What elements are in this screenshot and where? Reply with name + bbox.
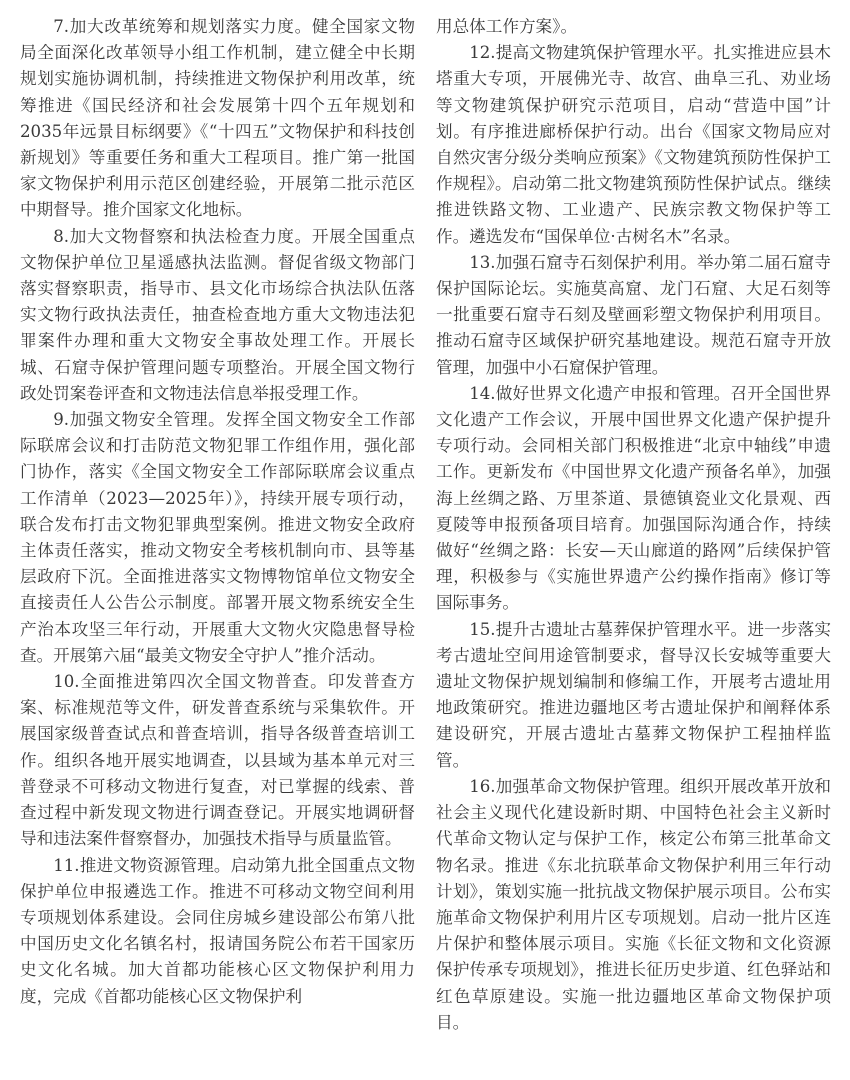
paragraph-11-resource-management: 11.推进文物资源管理。启动第九批全国重点文物保护单位申报遴选工作。推进不可移动文物空间利用专项规划体系建设。会同住房城乡建设部公布第八批中国历史文化名镇名村，报请国务院公布若干国家历史文化名城。加大首都功能核心区文物保护利用力度，完成《首都功能核心区文物保护利 [20,855,415,1006]
paragraph-7-reform-planning: 7.加大改革统筹和规划落实力度。健全国家文物局全面深化改革领导小组工作机制，建立健全中长期规划实施协调机制，持续推进文物保护利用改革，统筹推进《国民经济和社会发展第十四个五年规划和2035年远景目标纲要》《“十四五”文物保护和科技创新规划》等重要任务和重大工程项目。推广第一批国家文物保护利用示范区创建经验，开展第二批示范区中期督导。推介国家文化地标。 [20,17,415,220]
paragraph-10-fourth-census: 10.全面推进第四次全国文物普查。印发普查方案、标准规范等文件，研发普查系统与采集软件。开展国家级普查试点和普查培训，指导各级普查培训工作。组织各地开展实地调查，以县域为基本单元对三普登录不可移动文物进行复查，对已掌握的线索、普查过程中新发现文物进行调查登记。开展实地调研督导和违法案件督察督办，加强技术指导与质量监管。 [20,672,415,849]
paragraph-12-architecture-protection: 12.提高文物建筑保护管理水平。扎实推进应县木塔重大专项，开展佛光寺、故宫、曲阜三孔、劝业场等文物建筑保护研究示范项目，启动“营造中国”计划。有序推进廊桥保护行动。出台《国家文物局应对自然灾害分级分类响应预案》《文物建筑预防性保护工作规程》。启动第二批文物建筑预防性保护试点。继续推进铁路文物、工业遗产、民族宗教文物保护等工作。遴选发布“国保单位·古树名木”名录。 [436,43,831,246]
left-column [20,14,415,1080]
right-column [436,14,831,1080]
paragraph-9-relic-safety: 9.加强文物安全管理。发挥全国文物安全工作部际联席会议和打击防范文物犯罪工作组作用，强化部门协作，落实《全国文物安全工作部际联席会议重点工作清单（2023—2025年）》，持续开展专项行动，联合发布打击文物犯罪典型案例。推进文物安全政府主体责任落实，推动文物安全考核机制向市、县等基层政府下沉。全面推进落实文物博物馆单位文物安全直接责任人公告公示制度。部署开展文物系统安全生产治本攻坚三年行动，开展重大文物火灾隐患督导检查。开展第六届“最美文物安全守护人”推介活动。 [20,410,415,665]
paragraph-15-ancient-sites: 15.提升古遗址古墓葬保护管理水平。进一步落实考古遗址空间用途管制要求，督导汉长安城等重要大遗址文物保护规划编制和修编工作，开展考古遗址用地政策研究。推进边疆地区考古遗址保护和阐释体系建设研究，开展古遗址古墓葬文物保护工程抽样监管。 [436,619,831,770]
paragraph-11-continuation: 用总体工作方案》。 [436,17,578,36]
paragraph-8-supervision-enforcement: 8.加大文物督察和执法检查力度。开展全国重点文物保护单位卫星遥感执法监测。督促省级文物部门落实督察职责，指导市、县文化市场综合执法队伍落实文物行政执法责任，抽查检查地方重大文物违法犯罪案件办理和重大文物安全事故处理工作。开展长城、石窟寺保护管理问题专项整治。开展全国文物行政处罚案卷评查和文物违法信息举报受理工作。 [20,226,415,403]
paragraph-14-world-heritage: 14.做好世界文化遗产申报和管理。召开全国世界文化遗产工作会议，开展中国世界文化遗产保护提升专项行动。会同相关部门积极推进“北京中轴线”申遗工作。更新发布《中国世界文化遗产预备名单》，加强海上丝绸之路、万里茶道、景德镇瓷业文化景观、西夏陵等申报预备项目培育。加强国际沟通合作，持续做好“丝绸之路：长安—天山廊道的路网”后续保护管理，积极参与《实施世界遗产公约操作指南》修订等国际事务。 [436,383,831,613]
paragraph-16-revolutionary-relics: 16.加强革命文物保护管理。组织开展改革开放和社会主义现代化建设新时期、中国特色社会主义新时代革命文物认定与保护工作，核定公布第三批革命文物名录。推进《东北抗联革命文物保护利用三年行动计划》，策划实施一批抗战文物保护展示项目。公布实施革命文物保护利用片区专项规划。启动一批片区连片保护和整体展示项目。实施《长征文物和文化资源保护传承专项规划》，推进长征历史步道、红色驿站和红色草原建设。实施一批边疆地区革命文物保护项目。 [436,776,831,1032]
paragraph-13-grottoes-protection: 13.加强石窟寺石刻保护利用。举办第二届石窟寺保护国际论坛。实施莫高窟、龙门石窟、大足石刻等一批重要石窟寺石刻及壁画彩塑文物保护利用项目。推动石窟寺区域保护研究基地建设。规范石窟寺开放管理，加强中小石窟保护管理。 [436,252,831,377]
